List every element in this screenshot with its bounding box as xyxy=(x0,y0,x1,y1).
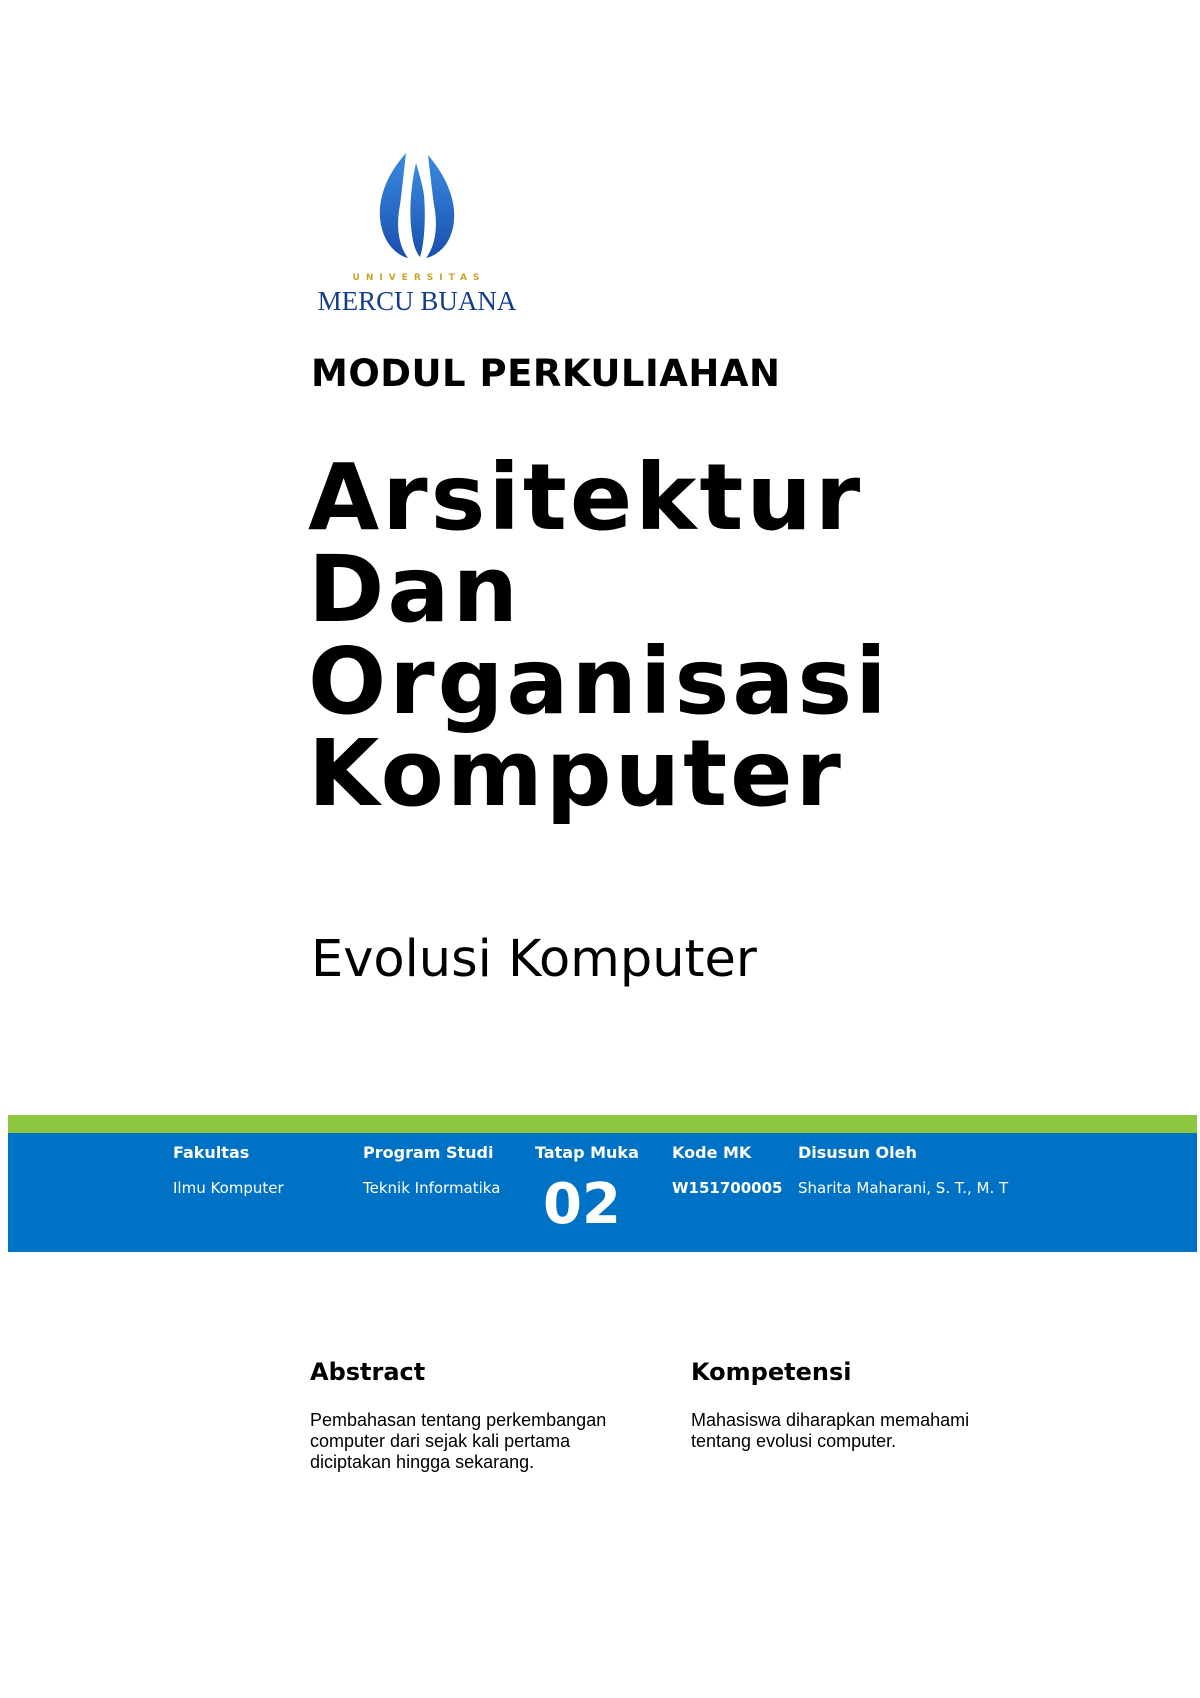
course-title xyxy=(308,444,890,827)
accent-strip xyxy=(8,1115,1197,1133)
university-flame-logo-icon xyxy=(312,145,527,320)
course-title-line: Komputer xyxy=(308,720,844,827)
university-logo xyxy=(312,145,527,320)
kode-mk-label: Kode MK xyxy=(672,1143,752,1162)
kompetensi-heading: Kompetensi xyxy=(691,1358,852,1386)
kompetensi-line: Mahasiswa diharapkan memahami xyxy=(691,1410,970,1430)
program-studi-label: Program Studi xyxy=(363,1143,494,1162)
kode-mk-value: W151700005 xyxy=(672,1179,783,1197)
course-title-line: Organisasi xyxy=(308,628,890,735)
course-title-line: Arsitektur xyxy=(308,444,864,551)
module-label: MODUL PERKULIAHAN xyxy=(311,352,781,395)
topic-title: Evolusi Komputer xyxy=(311,930,757,989)
abstract-line: Pembahasan tentang perkembangan xyxy=(310,1410,607,1430)
kompetensi-text xyxy=(691,1410,969,1452)
fakultas-value: Ilmu Komputer xyxy=(173,1179,284,1197)
course-info-band xyxy=(8,1133,1197,1252)
fakultas-label: Fakultas xyxy=(173,1143,250,1162)
tatap-muka-value: 02 xyxy=(543,1172,621,1237)
kompetensi-line: tentang evolusi computer. xyxy=(691,1431,897,1451)
disusun-oleh-label: Disusun Oleh xyxy=(798,1143,917,1162)
course-title-line: Dan xyxy=(308,536,521,643)
abstract-line: computer dari sejak kali pertama xyxy=(310,1431,571,1451)
tatap-muka-label: Tatap Muka xyxy=(535,1143,639,1162)
logo-wordmark xyxy=(318,273,517,316)
abstract-text xyxy=(310,1410,606,1473)
program-studi-value: Teknik Informatika xyxy=(363,1179,501,1197)
abstract-line: diciptakan hingga sekarang. xyxy=(310,1452,535,1472)
logo-wordmark-main: MERCU BUANA xyxy=(317,286,517,316)
logo-wordmark-top: UNIVERSITAS xyxy=(352,273,486,283)
abstract-heading: Abstract xyxy=(310,1358,426,1386)
disusun-oleh-value: Sharita Maharani, S. T., M. T xyxy=(798,1179,1009,1197)
